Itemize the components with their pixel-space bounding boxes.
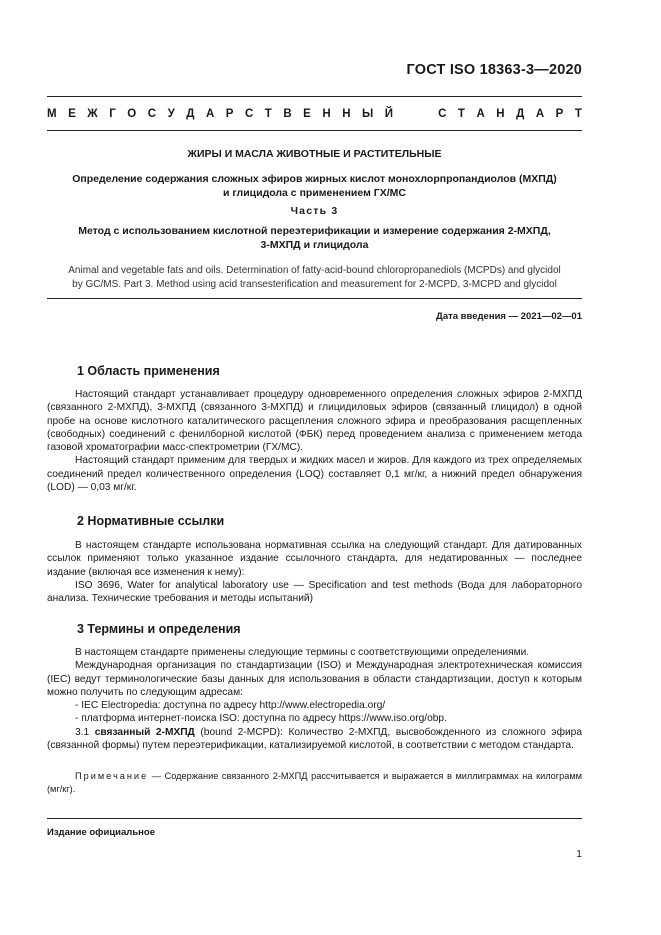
title-block-rule <box>47 298 582 299</box>
header-rule-top <box>47 96 582 97</box>
section-2-reference: ISO 3696, Water for analytical laboratory use — Specification and test methods (Вода для лабораторного анализа. Технические требования и методы испытаний) <box>47 579 582 605</box>
interstate-letter: А <box>535 108 545 120</box>
interstate-letter: Р <box>225 108 234 120</box>
note-text: — Содержание связанного 2-МХПД рассчитывается и выражается в миллиграммах на килограмм (мг/кг). <box>47 771 582 794</box>
interstate-letter: Е <box>68 108 76 120</box>
interstate-standard-heading <box>47 108 582 120</box>
interstate-letter: О <box>127 108 137 120</box>
interstate-letter: Т <box>574 108 582 120</box>
interstate-letter: Н <box>342 108 351 120</box>
english-title <box>47 264 582 291</box>
standard-part: Часть 3 <box>290 205 339 217</box>
standard-part-title <box>47 224 582 252</box>
part-title-line-1: Метод с использованием кислотной переэтерификации и измерение содержания 2-МХПД, <box>78 225 551 237</box>
interstate-letter: Й <box>384 108 394 120</box>
interstate-letter: Д <box>186 108 195 120</box>
standard-number: ГОСТ ISO 18363-3—2020 <box>406 62 582 78</box>
term-number: 3.1 <box>75 726 95 738</box>
interstate-letter: В <box>283 108 292 120</box>
section-1-heading: 1 Область применения <box>77 364 220 378</box>
part-title-line-2: 3-МХПД и глицидола <box>260 239 369 251</box>
page-number: 1 <box>576 848 582 860</box>
note-label: Примечание <box>75 771 149 781</box>
interstate-letter: Н <box>322 108 331 120</box>
interstate-letter: С <box>147 108 157 120</box>
subtitle-line-1: Определение содержания сложных эфиров жирных кислот монохлорпропандиолов (МХПД) <box>72 173 557 185</box>
interstate-letter: Е <box>303 108 311 120</box>
section-2-paragraph-1: В настоящем стандарте использована нормативная ссылка на следующий стандарт. Для датированных ссылок применяют только указанное издание ссылочного стандарта, для недатированных — последнее издание (включая все изменения к нему): <box>47 540 582 578</box>
official-edition-label: Издание официальное <box>47 827 155 838</box>
interstate-letter: А <box>205 108 215 120</box>
interstate-letter: Н <box>496 108 505 120</box>
interstate-letter: А <box>476 108 485 120</box>
footer-rule <box>47 818 582 819</box>
section-3-heading: 3 Термины и определения <box>77 622 241 636</box>
section-3-body <box>47 646 582 752</box>
standard-title-main: ЖИРЫ И МАСЛА ЖИВОТНЫЕ И РАСТИТЕЛЬНЫЕ <box>187 148 442 160</box>
section-3-paragraph-2: Международная организация по стандартизации (ISO) и Международная электротехническая комиссия (IEC) ведут терминологические базы данных для использования в области стандартизации, доступ к которым можно получить по следующим адресам: <box>47 660 582 698</box>
term-definition: (bound 2-MCPD): Количество 2-МХПД, высвобожденного из сложного эфира (связанной формы) путем переэтерификации, катализируемой кислотой, в соответствии с методом стандарта. <box>47 726 583 752</box>
header-rule-bottom <box>47 130 582 131</box>
interstate-letter: Ы <box>362 108 374 120</box>
word-gap <box>405 108 427 120</box>
interstate-letter: Д <box>516 108 525 120</box>
interstate-letter: С <box>438 108 447 120</box>
term-note <box>47 770 582 795</box>
interstate-letter: Т <box>264 108 272 120</box>
interstate-letter: С <box>244 108 254 120</box>
standard-title-subtitle <box>47 172 582 200</box>
interstate-letter: Ж <box>87 108 98 120</box>
interstate-letter: Т <box>457 108 465 120</box>
term-3-1 <box>47 726 582 753</box>
english-title-line-2: by GC/MS. Part 3. Method using acid transesterification and measurement for 2-MCPD, 3-MCPD and glycidol <box>72 278 557 290</box>
english-title-line-1: Animal and vegetable fats and oils. Determination of fatty-acid-bound chloropropanediols (MCPDs) and glycidol <box>68 265 561 276</box>
interstate-letter: Г <box>109 108 116 120</box>
section-1-paragraph-1: Настоящий стандарт устанавливает процедуру одновременного определения сложных эфиров 2-МХПД (связанного 2-МХПД), 3-МХПД (связанного 3-МХПД) и глицидиловых эфиров (связанный глицидол) в одной пробе на основе кислотного каталитического расщепления сложного эфира и преобразования расщепленных (свободных) соединений с фенилборной кислотой (ФБК) перед проведением анализа с применением метода газовой хроматографии масс-спектрометрии (ГХ/МС). <box>47 389 582 454</box>
section-2-heading: 2 Нормативные ссылки <box>77 514 225 528</box>
section-2-body <box>47 539 582 605</box>
database-item-iso: - платформа интернет-поиска ISO: доступна по адресу https://www.iso.org/obp. <box>75 713 447 725</box>
section-1-paragraph-2: Настоящий стандарт применим для твердых и жидких масел и жиров. Для каждого из трех определяемых соединений предел количественного определения (LOQ) составляет 0,1 мг/кг, а нижний предел обнаружения (LOD) — 0,03 мг/кг. <box>47 455 582 494</box>
interstate-letter: Р <box>555 108 564 120</box>
database-item-iec: - IEC Electropedia: доступна по адресу http://www.electropedia.org/ <box>75 700 386 712</box>
interstate-letter: У <box>167 108 175 120</box>
interstate-letter: М <box>47 108 57 120</box>
subtitle-line-2: и глицидола с применением ГХ/МС <box>223 187 406 199</box>
section-1-body <box>47 388 582 494</box>
introduction-date: Дата введения — 2021—02—01 <box>436 311 582 322</box>
section-3-paragraph-1: В настоящем стандарте применены следующие термины с соответствующими определениями. <box>75 647 530 658</box>
term-name: связанный 2-МХПД <box>94 726 195 738</box>
